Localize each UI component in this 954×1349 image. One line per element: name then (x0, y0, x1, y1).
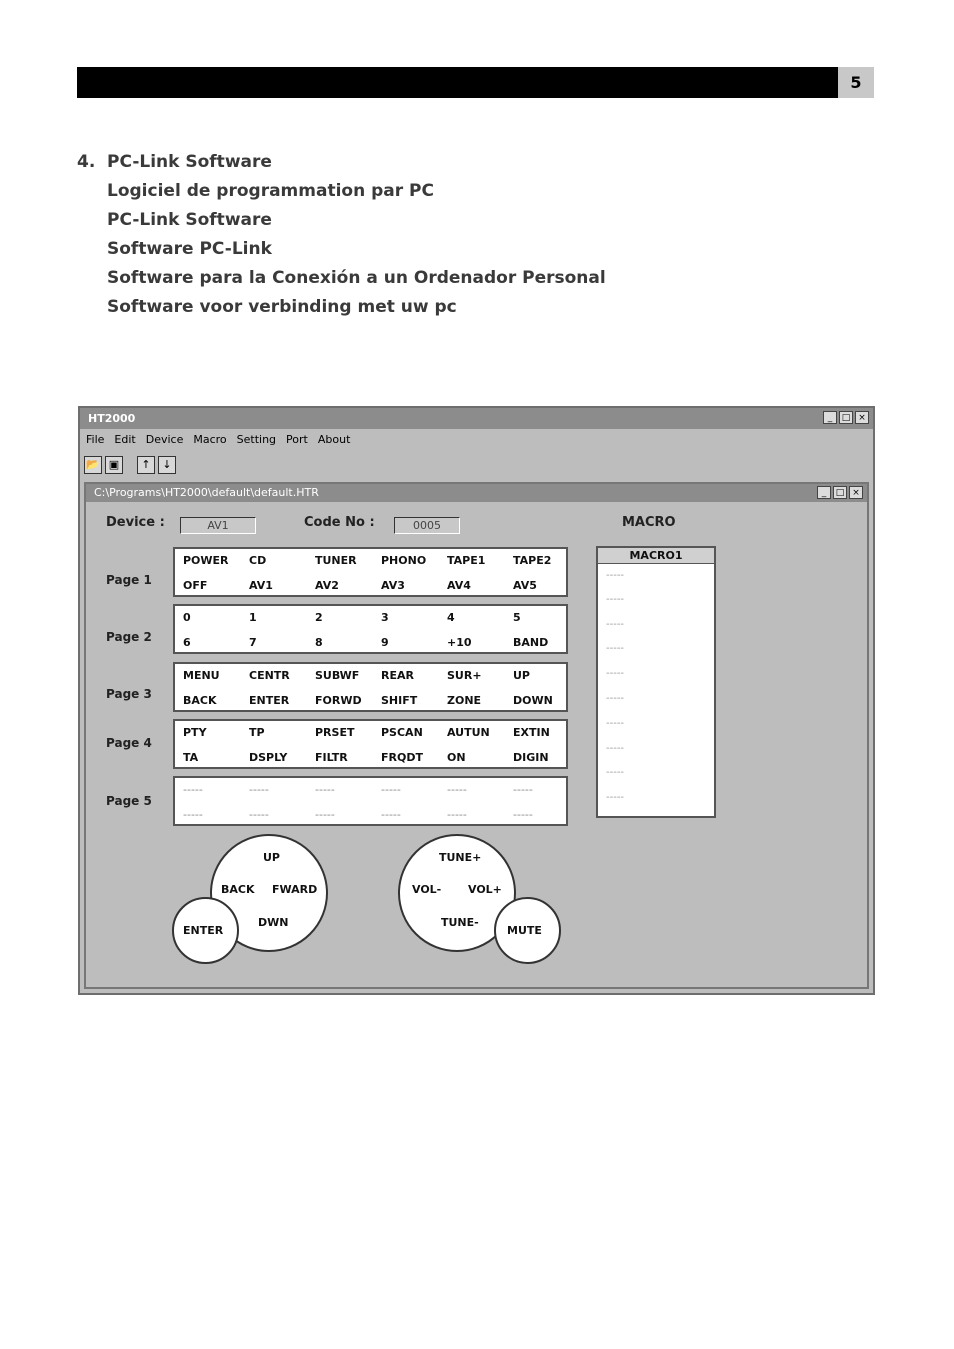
page-3-panel (173, 662, 568, 712)
key-frqdt[interactable]: FRQDT (381, 751, 423, 764)
save-icon[interactable]: ▣ (105, 456, 123, 474)
key-zone[interactable]: ZONE (447, 694, 482, 707)
app-titlebar (80, 408, 873, 429)
key-5[interactable]: 5 (513, 611, 521, 624)
app-window (78, 406, 875, 995)
key-tape1[interactable]: TAPE1 (447, 554, 486, 567)
key-4[interactable]: 4 (447, 611, 455, 624)
macro-item[interactable]: ----- (606, 792, 625, 803)
key-empty[interactable]: ----- (513, 783, 533, 796)
device-label: Device : (106, 515, 165, 530)
key-prset[interactable]: PRSET (315, 726, 355, 739)
document-window (84, 482, 869, 989)
section-title-en: PC-Link Software (107, 152, 272, 172)
maximize-button[interactable]: □ (839, 411, 853, 424)
code-label: Code No : (304, 515, 375, 530)
menu-device[interactable]: Device (145, 433, 184, 446)
key-power[interactable]: POWER (183, 554, 229, 567)
page-5-panel (173, 776, 568, 826)
nav-down-button[interactable]: DWN (258, 916, 289, 929)
page-2-panel (173, 604, 568, 654)
key-empty[interactable]: ----- (447, 808, 467, 821)
key-enter[interactable]: ENTER (249, 694, 290, 707)
tune-down-button[interactable]: TUNE- (441, 916, 479, 929)
key-sur-plus[interactable]: SUR+ (447, 669, 482, 682)
upload-icon[interactable]: ↑ (137, 456, 155, 474)
section-number: 4. (77, 152, 96, 172)
key-8[interactable]: 8 (315, 636, 323, 649)
section-title-it: Software PC-Link (107, 239, 272, 259)
menu-edit[interactable]: Edit (114, 433, 136, 446)
open-icon[interactable]: 📂 (84, 456, 102, 474)
key-tape2[interactable]: TAPE2 (513, 554, 552, 567)
macro-item[interactable]: ----- (606, 767, 625, 778)
key-forwd[interactable]: FORWD (315, 694, 362, 707)
key-filtr[interactable]: FILTR (315, 751, 348, 764)
key-empty[interactable]: ----- (315, 808, 335, 821)
key-6[interactable]: 6 (183, 636, 191, 649)
key-down[interactable]: DOWN (513, 694, 553, 707)
mute-button-label[interactable]: MUTE (507, 924, 542, 937)
key-empty[interactable]: ----- (513, 808, 533, 821)
key-autun[interactable]: AUTUN (447, 726, 490, 739)
key-on[interactable]: ON (447, 751, 466, 764)
key-empty[interactable]: ----- (447, 783, 467, 796)
macro-item[interactable]: ----- (606, 668, 625, 679)
menu-port[interactable]: Port (286, 433, 308, 446)
page-1-label: Page 1 (106, 573, 152, 587)
menu-about[interactable]: About (317, 433, 351, 446)
doc-minimize-button[interactable]: _ (817, 486, 831, 499)
key-av2[interactable]: AV2 (315, 579, 339, 592)
macro-item[interactable]: ----- (606, 570, 625, 581)
section-title-fr: Logiciel de programmation par PC (107, 181, 434, 201)
close-button[interactable]: × (855, 411, 869, 424)
key-cd[interactable]: CD (249, 554, 267, 567)
key-tuner[interactable]: TUNER (315, 554, 357, 567)
menu-bar (86, 431, 350, 449)
key-av5[interactable]: AV5 (513, 579, 537, 592)
key-av1[interactable]: AV1 (249, 579, 273, 592)
page-4-panel (173, 719, 568, 769)
nav-up-button[interactable]: UP (263, 851, 280, 864)
macro-list-header[interactable]: MACRO1 (598, 548, 714, 564)
key-pscan[interactable]: PSCAN (381, 726, 423, 739)
key-empty[interactable]: ----- (249, 808, 269, 821)
enter-button-label[interactable]: ENTER (183, 924, 224, 937)
app-title: HT2000 (88, 412, 136, 425)
section-title-de: PC-Link Software (107, 210, 272, 230)
key-plus10[interactable]: +10 (447, 636, 472, 649)
macro-item[interactable]: ----- (606, 743, 625, 754)
macro-list[interactable] (596, 546, 716, 818)
page-3-label: Page 3 (106, 687, 152, 701)
key-subwf[interactable]: SUBWF (315, 669, 360, 682)
key-empty[interactable]: ----- (381, 808, 401, 821)
key-off[interactable]: OFF (183, 579, 208, 592)
macro-item[interactable]: ----- (606, 718, 625, 729)
key-2[interactable]: 2 (315, 611, 323, 624)
key-shift[interactable]: SHIFT (381, 694, 418, 707)
macro-item[interactable]: ----- (606, 619, 625, 630)
key-back[interactable]: BACK (183, 694, 217, 707)
header-bar (77, 67, 838, 98)
key-phono[interactable]: PHONO (381, 554, 427, 567)
macro-item[interactable]: ----- (606, 693, 625, 704)
key-0[interactable]: 0 (183, 611, 191, 624)
key-ta[interactable]: TA (183, 751, 199, 764)
page-4-label: Page 4 (106, 736, 152, 750)
document-titlebar (86, 484, 867, 502)
download-icon[interactable]: ↓ (158, 456, 176, 474)
tune-up-button[interactable]: TUNE+ (439, 851, 482, 864)
key-tp[interactable]: TP (249, 726, 265, 739)
macro-item[interactable]: ----- (606, 594, 625, 605)
page-5-label: Page 5 (106, 794, 152, 808)
page-2-label: Page 2 (106, 630, 152, 644)
key-9[interactable]: 9 (381, 636, 389, 649)
key-empty[interactable]: ----- (315, 783, 335, 796)
key-rear[interactable]: REAR (381, 669, 414, 682)
key-7[interactable]: 7 (249, 636, 257, 649)
code-field[interactable]: 0005 (394, 517, 460, 534)
key-av4[interactable]: AV4 (447, 579, 471, 592)
section-title-nl: Software voor verbinding met uw pc (107, 297, 457, 317)
device-field[interactable]: AV1 (180, 517, 256, 534)
minimize-button[interactable]: _ (823, 411, 837, 424)
key-digin[interactable]: DIGIN (513, 751, 549, 764)
key-empty[interactable]: ----- (183, 808, 203, 821)
menu-setting[interactable]: Setting (236, 433, 277, 446)
key-empty[interactable]: ----- (249, 783, 269, 796)
page-1-panel (173, 547, 568, 597)
key-band[interactable]: BAND (513, 636, 549, 649)
key-menu[interactable]: MENU (183, 669, 220, 682)
key-1[interactable]: 1 (249, 611, 257, 624)
toolbar (84, 456, 176, 476)
key-3[interactable]: 3 (381, 611, 389, 624)
document-path: C:\Programs\HT2000\default\default.HTR (94, 486, 319, 499)
key-av3[interactable]: AV3 (381, 579, 405, 592)
nav-forward-button[interactable]: FWARD (272, 883, 318, 896)
key-empty[interactable]: ----- (183, 783, 203, 796)
vol-up-button[interactable]: VOL+ (468, 883, 502, 896)
doc-maximize-button[interactable]: □ (833, 486, 847, 499)
page-number: 5 (838, 67, 874, 98)
vol-down-button[interactable]: VOL- (412, 883, 442, 896)
key-empty[interactable]: ----- (381, 783, 401, 796)
section-title-es: Software para la Conexión a un Ordenador Personal (107, 268, 606, 288)
nav-back-button[interactable]: BACK (221, 883, 255, 896)
macro-label: MACRO (622, 515, 676, 530)
macro-item[interactable]: ----- (606, 643, 625, 654)
doc-close-button[interactable]: × (849, 486, 863, 499)
key-extin[interactable]: EXTIN (513, 726, 550, 739)
key-pty[interactable]: PTY (183, 726, 207, 739)
key-dsply[interactable]: DSPLY (249, 751, 288, 764)
menu-file[interactable]: File (86, 433, 105, 446)
key-up[interactable]: UP (513, 669, 530, 682)
key-centr[interactable]: CENTR (249, 669, 290, 682)
menu-macro[interactable]: Macro (193, 433, 227, 446)
